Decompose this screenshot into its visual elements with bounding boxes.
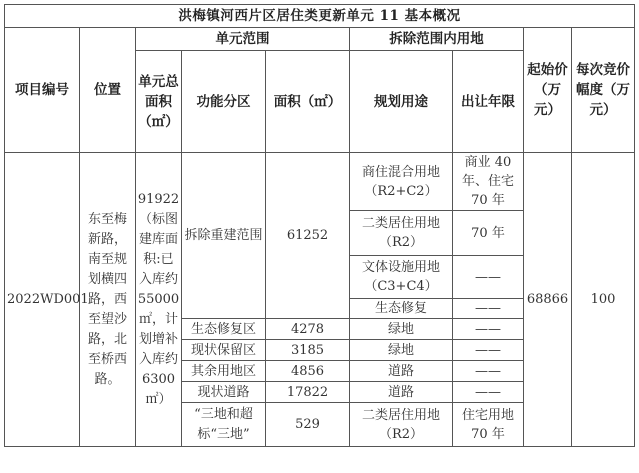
header-bid-increment: 每次竞价幅度（万元）: [572, 28, 635, 153]
zone-name: 生态修复区: [182, 319, 266, 340]
header-starting-price: 起始价（万元）: [524, 28, 572, 153]
transfer-years: ——: [453, 361, 524, 382]
header-unit-total-area: 单元总面积（㎡）: [136, 51, 182, 153]
header-area: 面积（㎡）: [266, 51, 350, 153]
transfer-years: 商业 40 年、住宅 70 年: [453, 153, 524, 211]
transfer-years: ——: [453, 340, 524, 361]
header-planned-use: 规划用途: [350, 51, 453, 153]
zone-area: 17822: [266, 382, 350, 403]
transfer-years: ——: [453, 256, 524, 299]
header-unit-scope: 单元范围: [136, 28, 350, 51]
zone-name: 其余用地区: [182, 361, 266, 382]
zone-name: 拆除重建范围: [182, 153, 266, 319]
header-transfer-years: 出让年限: [453, 51, 524, 153]
planned-use: 绿地: [350, 319, 453, 340]
land-info-table-container: [4, 4, 634, 469]
zone-name: 现状道路: [182, 382, 266, 403]
cell-bid-increment: 100: [572, 153, 635, 447]
transfer-years: ——: [453, 382, 524, 403]
zone-area: 4278: [266, 319, 350, 340]
zone-area: 3185: [266, 340, 350, 361]
transfer-years: ——: [453, 299, 524, 319]
planned-use: 道路: [350, 382, 453, 403]
transfer-years: 70 年: [453, 211, 524, 256]
header-function-zone: 功能分区: [182, 51, 266, 153]
cell-location: 东至梅新路，南至规划横四路，西至望沙路，北至桥西路。: [80, 153, 136, 447]
planned-use: 二类居住用地（R2）: [350, 211, 453, 256]
zone-name: 现状保留区: [182, 340, 266, 361]
cell-unit-total-area: 91922（标图建库面积:已入库约55000㎡，计划增补入库约6300㎡）: [136, 153, 182, 447]
table-title: 洪梅镇河西片区居住类更新单元 11 基本概况: [5, 5, 635, 28]
planned-use: 二类居住用地（R2）: [350, 403, 453, 447]
cell-project-no: 2022WD001: [5, 153, 80, 447]
transfer-years: ——: [453, 319, 524, 340]
planned-use: 道路: [350, 361, 453, 382]
header-demolition-land: 拆除范围内用地: [350, 28, 524, 51]
zone-area: 529: [266, 403, 350, 447]
planned-use: 生态修复: [350, 299, 453, 319]
planned-use: 商住混合用地（R2+C2）: [350, 153, 453, 211]
land-info-table: [4, 4, 635, 447]
zone-area: 4856: [266, 361, 350, 382]
cell-starting-price: 68866: [524, 153, 572, 447]
planned-use: 文体设施用地（C3+C4）: [350, 256, 453, 299]
header-project-no: 项目编号: [5, 28, 80, 153]
zone-name: “三地和超标“三地”: [182, 403, 266, 447]
zone-area: 61252: [266, 153, 350, 319]
planned-use: 绿地: [350, 340, 453, 361]
transfer-years: 住宅用地 70 年: [453, 403, 524, 447]
header-location: 位置: [80, 28, 136, 153]
